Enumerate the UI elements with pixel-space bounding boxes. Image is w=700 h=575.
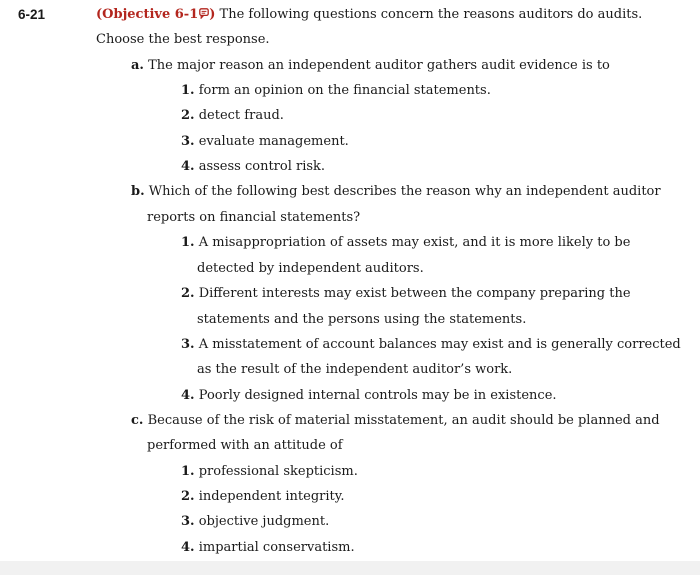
- part-a-option-3: 3. evaluate management.: [181, 134, 349, 149]
- part-c-marker: c.: [131, 413, 144, 428]
- part-a-option-1: 1. form an opinion on the financial statements.: [181, 83, 491, 98]
- part-c-option-2: 2. independent integrity.: [181, 489, 345, 504]
- part-c-option-4: 4. impartial conservatism.: [181, 540, 355, 555]
- part-a-option-2: 2. detect fraud.: [181, 108, 284, 123]
- question-intro-line-2: Choose the best response.: [96, 32, 270, 47]
- part-c-stem: c. Because of the risk of material misstatement, an audit should be planned and: [131, 413, 660, 428]
- part-a-stem: a. The major reason an independent auditor gathers audit evidence is to: [131, 58, 610, 73]
- part-b-option-1: 1. A misappropriation of assets may exist, and it is more likely to be: [181, 235, 631, 250]
- part-b-option-4: 4. Poorly designed internal controls may be in existence.: [181, 388, 557, 403]
- part-c-option-1: 1. professional skepticism.: [181, 464, 358, 479]
- bottom-band: [0, 561, 700, 575]
- part-b-marker: b.: [131, 184, 145, 199]
- objective-label: (Objective 6-1 ): [96, 7, 215, 22]
- part-c-stem-line-2: performed with an attitude of: [147, 438, 343, 453]
- intro-text: The following questions concern the reasons auditors do audits.: [215, 7, 643, 22]
- part-c-option-3: 3. objective judgment.: [181, 514, 330, 529]
- part-b-option-3: 3. A misstatement of account balances may exist and is generally corrected: [181, 337, 681, 352]
- part-b-stem-line-2: reports on financial statements?: [147, 210, 361, 225]
- learning-objective-icon: [199, 7, 209, 25]
- part-b-option-2: 2. Different interests may exist between the company preparing the: [181, 286, 631, 301]
- part-b-stem: b. Which of the following best describes the reason why an independent auditor: [131, 184, 661, 199]
- question-number: 6-21: [18, 7, 46, 22]
- part-b-option-1-line-2: detected by independent auditors.: [197, 261, 424, 276]
- part-b-option-2-line-2: statements and the persons using the statements.: [197, 312, 527, 327]
- part-b-option-3-line-2: as the result of the independent auditor’s work.: [197, 362, 513, 377]
- part-a-marker: a.: [131, 58, 144, 73]
- question-intro-line-1: [96, 6, 642, 25]
- part-a-option-4: 4. assess control risk.: [181, 159, 326, 174]
